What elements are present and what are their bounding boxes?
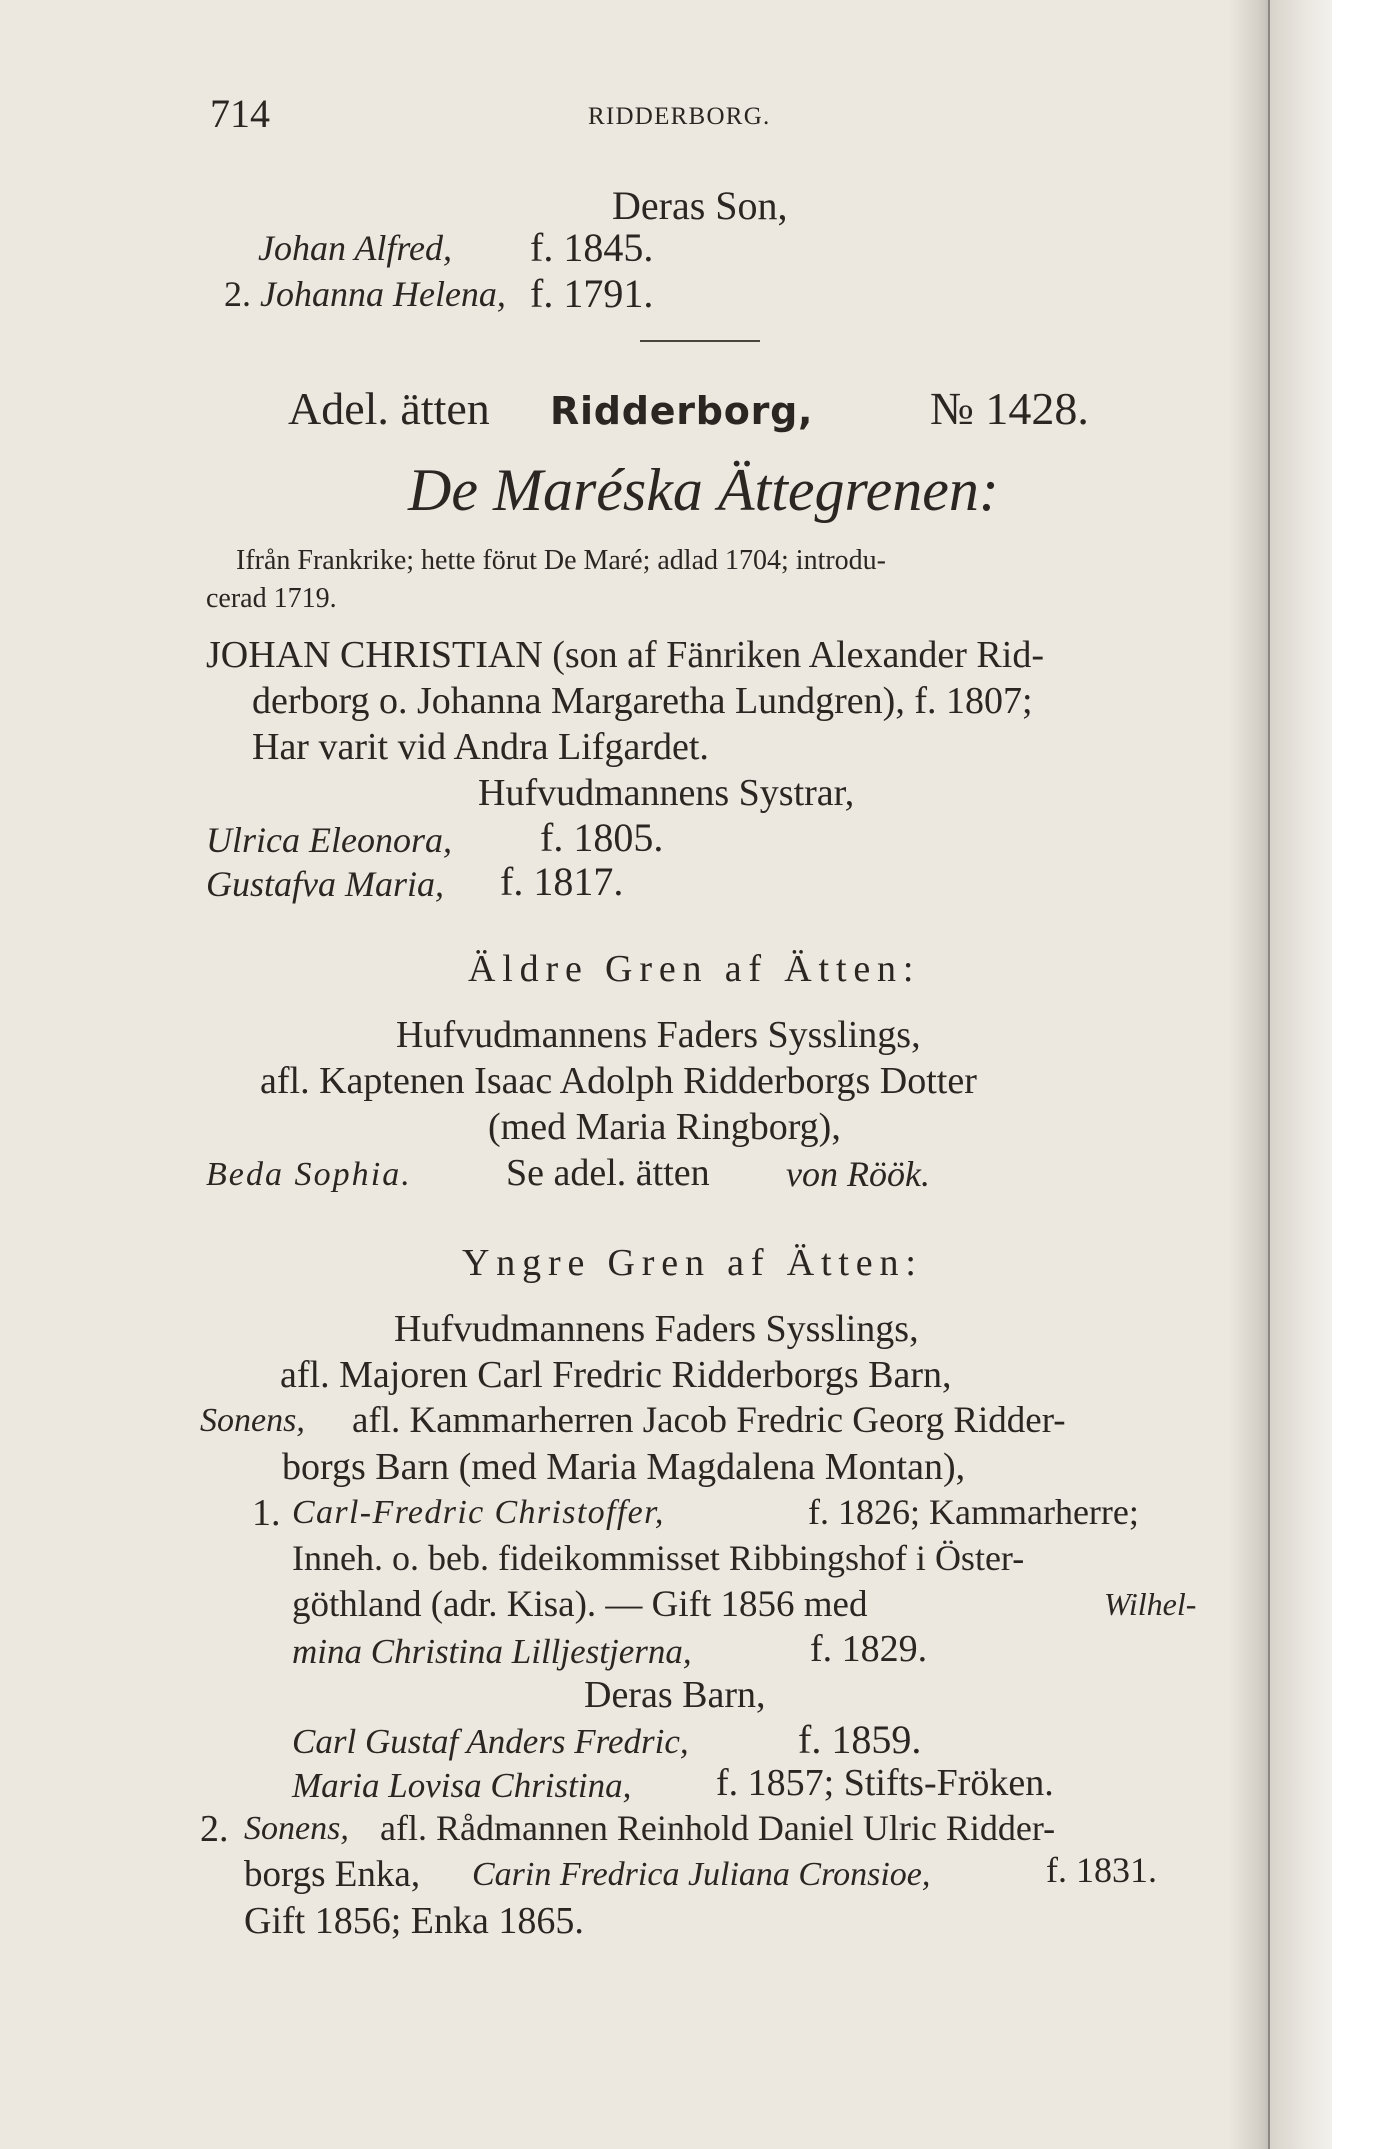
elder-line3: (med Maria Ringborg), [488,1106,841,1148]
child2-name: Maria Lovisa Christina, [292,1766,632,1805]
younger-line3-rest: afl. Kammarherren Jacob Fredric Georg Ridder- [352,1400,1066,1441]
family-intro-line1: Ifrån Frankrike; hette förut De Maré; adlad 1704; introdu- [236,545,887,576]
entry1-line2: Inneh. o. beb. fideikommisset Ribbingshof i Öster- [292,1538,1025,1578]
section-divider [640,340,760,342]
entry2-italic: Sonens, [244,1810,349,1847]
sister1-born: f. 1805. [540,815,664,860]
child2-born: f. 1791. [530,271,654,316]
entry1-line3a: göthland (adr. Kisa). — Gift 1856 med [292,1584,868,1625]
sisters-heading: Hufvudmannens Systrar, [478,772,855,814]
entry1-line3b: Wilhel- [1104,1586,1197,1622]
entry2-line2c: f. 1831. [1046,1850,1157,1890]
elder-daughter-text: Se adel. ätten [506,1152,710,1194]
outer-margin [1332,0,1377,2149]
family-title-prefix: Adel. ätten [288,383,490,434]
sister1-name: Ulrica Eleonora, [206,820,452,860]
entry1-line4a: mina Christina Lilljestjerna, [292,1632,692,1671]
entry1-line4b: f. 1829. [810,1628,928,1670]
head-line1: JOHAN CHRISTIAN (son af Fänriken Alexander Rid- [206,634,1044,676]
sister2-born: f. 1817. [500,859,624,904]
entry1-number: 1. [252,1492,281,1534]
sons-heading: Deras Son, [612,183,788,228]
younger-line4: borgs Barn (med Maria Magdalena Montan), [282,1446,966,1488]
entry2-line2a: borgs Enka, [244,1854,421,1895]
sister2-name: Gustafva Maria, [206,864,444,904]
entry2-number: 2. [200,1808,229,1850]
elder-daughter-ref: von Röök. [786,1154,930,1194]
family-title-number: № 1428. [930,383,1089,434]
entry2-line3: Gift 1856; Enka 1865. [244,1900,584,1942]
child2-number: 2. [224,274,251,314]
elder-daughter-name: Beda Sophia. [206,1156,412,1193]
head-line2: derborg o. Johanna Margaretha Lundgren), f. 1807; [252,680,1033,722]
elder-line1: Hufvudmannens Faders Sysslings, [396,1014,921,1056]
branch-title: De Maréska Ättegrenen: [408,457,999,523]
son-name: Johan Alfred, [258,228,452,268]
page-edge [1270,0,1332,2149]
younger-line3-italic: Sonens, [200,1402,305,1439]
page-number: 714 [210,91,270,136]
head-line3: Har varit vid Andra Lifgardet. [252,726,709,768]
elder-branch-heading: Äldre Gren af Ätten: [468,948,921,990]
child1-born: f. 1859. [798,1717,922,1762]
family-title-name: Ridderborg, [550,389,814,433]
child2-rest: f. 1857; Stifts-Fröken. [716,1762,1054,1804]
younger-line2: afl. Majoren Carl Fredric Ridderborgs Barn, [280,1354,952,1396]
elder-line2: afl. Kaptenen Isaac Adolph Ridderborgs Dotter [260,1060,977,1102]
entry2-rest: afl. Rådmannen Reinhold Daniel Ulric Ridder- [380,1808,1056,1848]
running-title: RIDDERBORG. [588,103,771,130]
entry2-line2b: Carin Fredrica Juliana Cronsioe, [472,1856,931,1893]
son-born: f. 1845. [530,225,654,270]
children-heading: Deras Barn, [584,1674,766,1716]
child1-name: Carl Gustaf Anders Fredric, [292,1722,689,1761]
child2-name: Johanna Helena, [260,274,506,314]
entry1-rest: f. 1826; Kammarherre; [808,1492,1139,1532]
younger-line1: Hufvudmannens Faders Sysslings, [394,1308,919,1350]
entry1-name: Carl-Fredric Christoffer, [292,1494,665,1531]
younger-branch-heading: Yngre Gren af Ätten: [462,1242,923,1284]
family-intro-line2: cerad 1719. [206,583,337,614]
